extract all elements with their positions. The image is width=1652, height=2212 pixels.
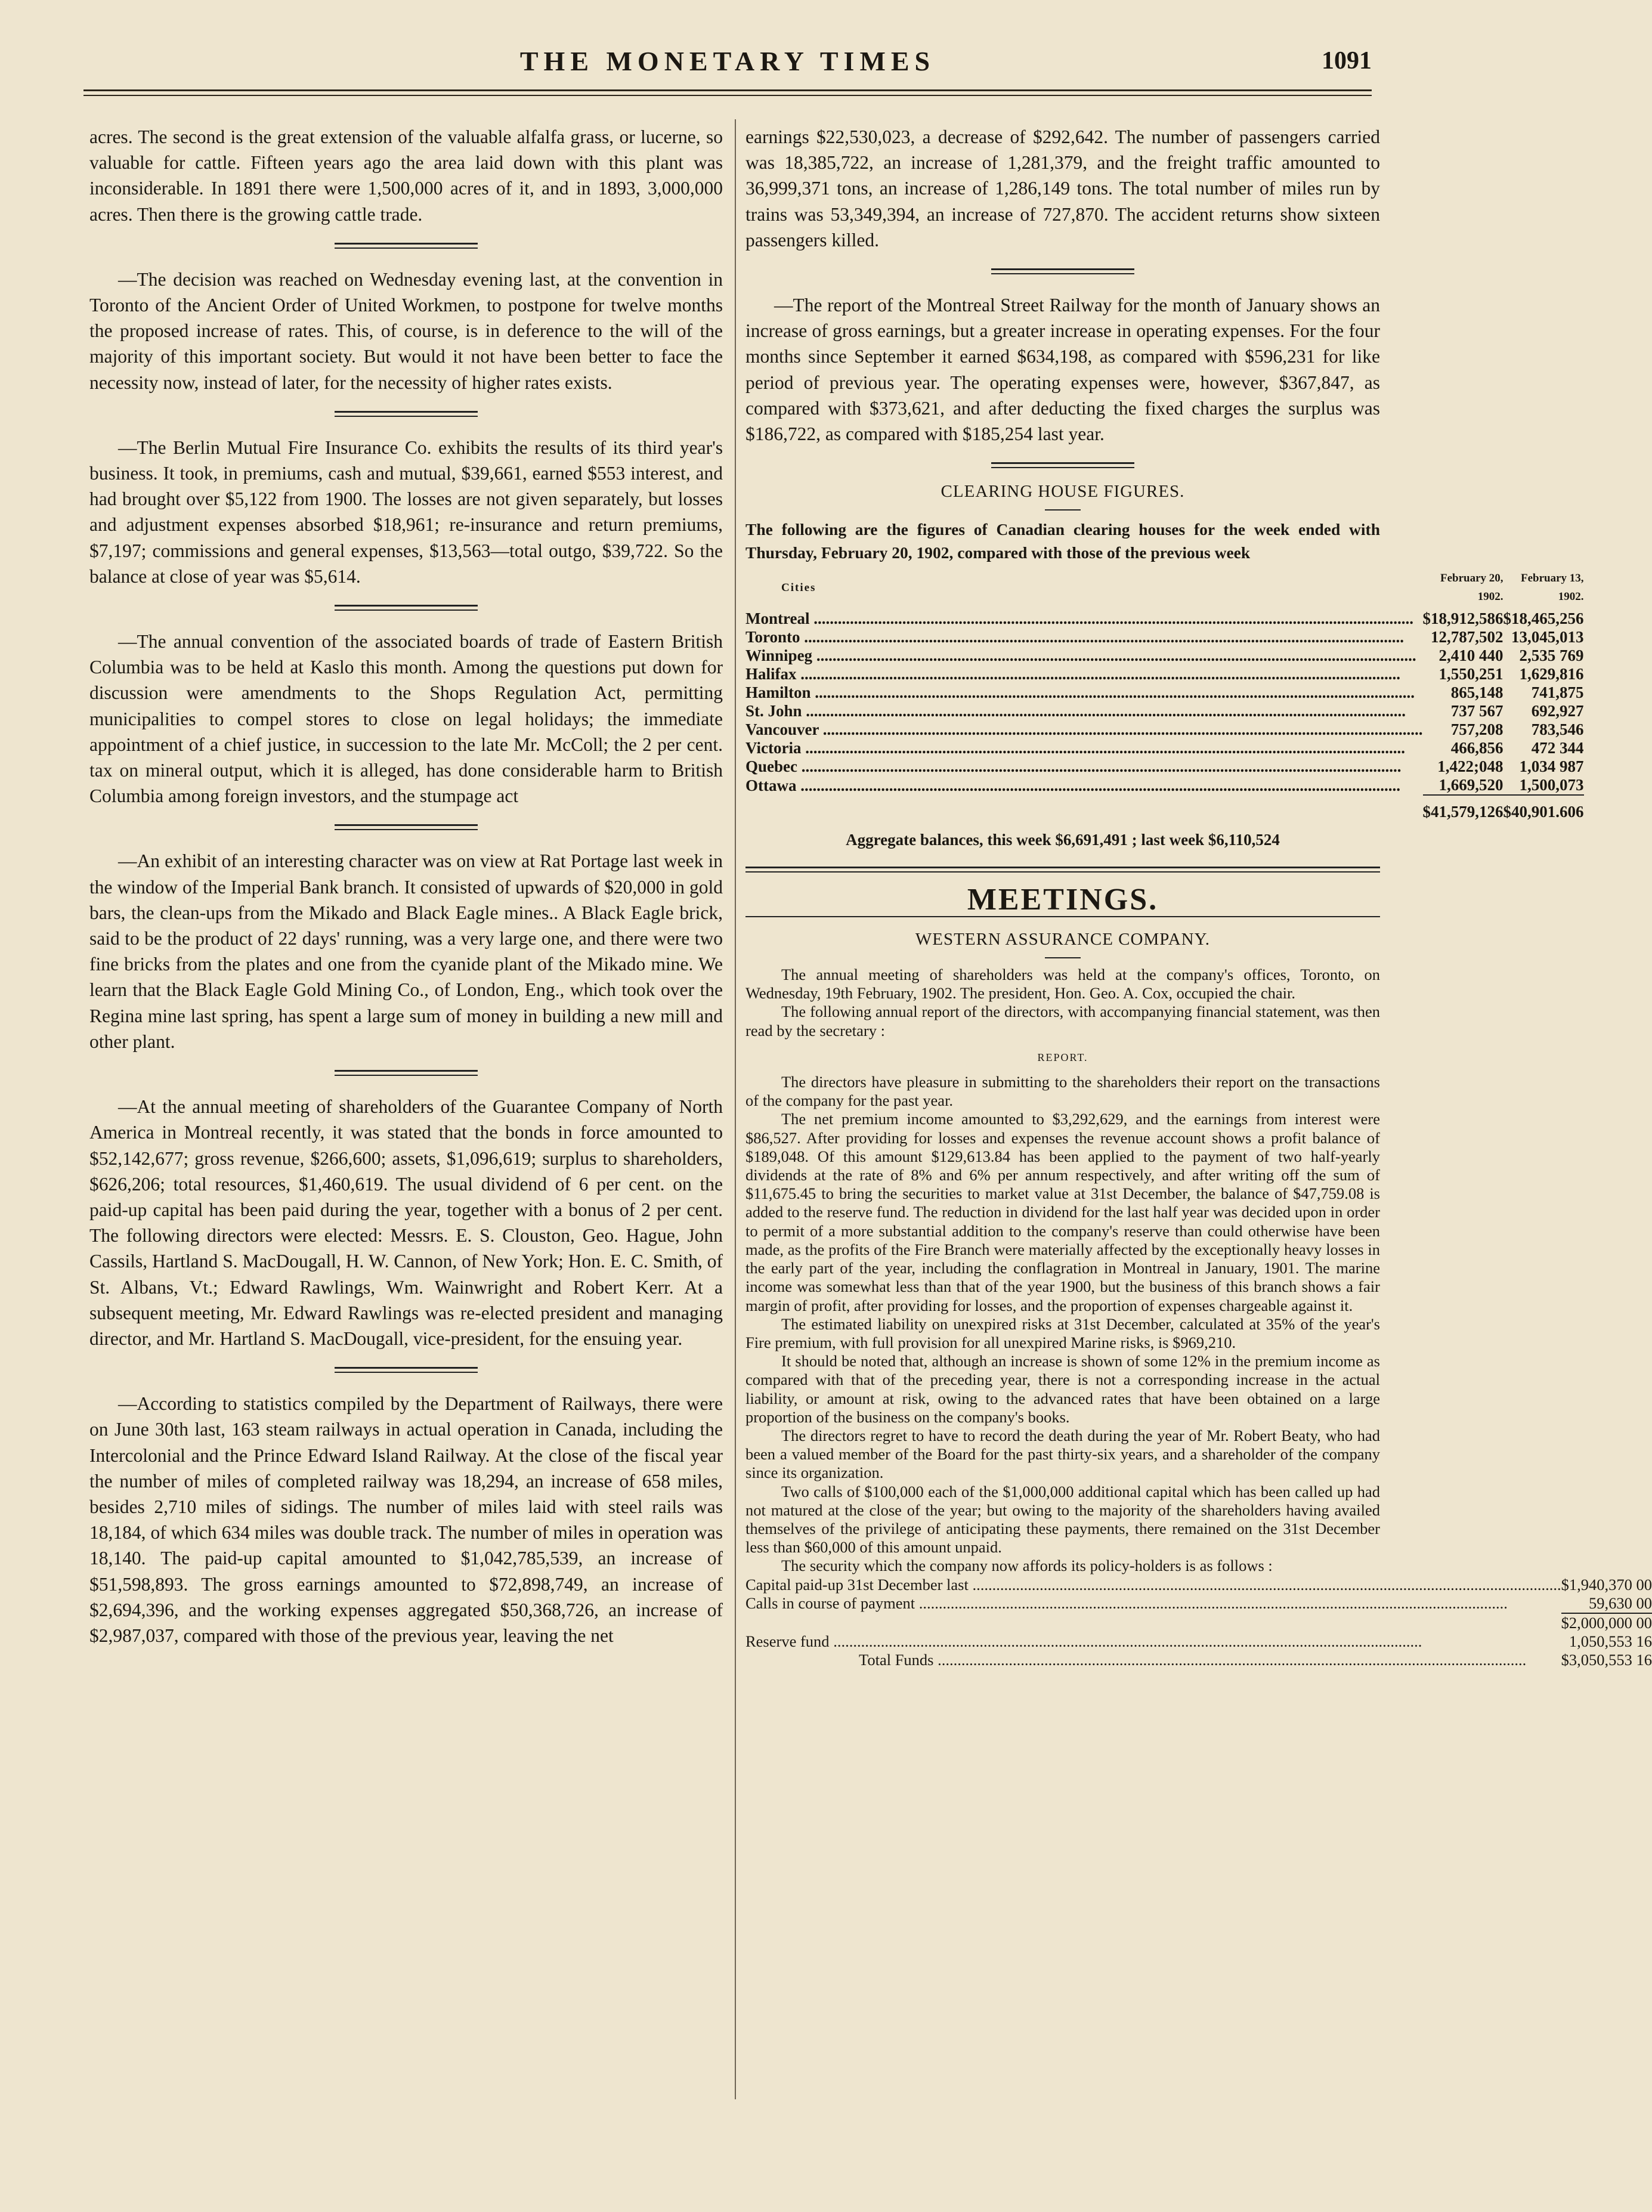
article-montreal-street-railway: —The report of the Montreal Street Railway for the month of January shows an increase of gross earnings, but a greater increase in operating expenses. For the four months since September it earned $634,198, as compared with $596,231 for like period of previous year. The operating expenses were, however, $367,847, as compared with $373,621, and after deducting the fixed charges the surplus was $186,722, as compared with $185,254 last year. xyxy=(745,295,1380,445)
table-row xyxy=(745,702,1584,720)
report-paragraph: The directors regret to have to record the death during the year of Mr. Robert Beaty, who had been a valued member of the Board for the past thirty-six years, and a shareholder of the company since its organization. xyxy=(745,1426,1380,1482)
report-paragraph: The directors have pleasure in submitting to the shareholders their report on the transactions of the company for the past year. xyxy=(745,1073,1380,1110)
meeting-reading: The following annual report of the directors, with accompanying financial statement, was then read by the secretary : xyxy=(745,1003,1380,1040)
report-paragraph: Two calls of $100,000 each of the $1,000,000 additional capital which has been called up had not matured at the close of the year; but owing to the majority of the shareholders having availed themselves of the privilege of anticipating these payments, there remained on the 31st December less than $60,000 of this amount unpaid. xyxy=(745,1482,1380,1557)
table-row xyxy=(745,776,1584,795)
article-railway-statistics: —According to statistics compiled by the Department of Railways, there were on June 30th last, 163 steam railways in actual operation in Canada, including the Intercolonial and the Prince Edward Island Railway. At the close of the fiscal year the number of miles of completed railway was 18,294, an increase of 658 miles, besides 2,710 miles of sidings. The number of miles laid with steel rails was 18,184, of which 634 miles was double track. The number of miles in operation was 18,140. The paid-up capital amounted to $1,042,785,539, an increase of $51,598,893. The gross earnings amounted to $72,898,749, an increase of $2,694,396, and the working expenses aggregated $50,368,726, an increase of $2,987,037, compared with those of the previous year, leaving the net xyxy=(89,1393,723,1646)
article-separator xyxy=(991,268,1134,274)
page-number: 1091 xyxy=(1322,47,1372,75)
article-boards-of-trade: —The annual convention of the associated boards of trade of Eastern British Columbia was to be held at Kaslo this month. Among the questions put down for discussion were amendments to the Shops Regulation Act, permitting municipalities to compel stores to close on legal holidays; the immediate appointment of a chief justice, in succession to the late Mr. McColl; the 2 per cent. tax on mineral output, which it is alleged, has done considerable harm to British Columbia among foreign investors, and the stumpage act xyxy=(89,631,723,807)
previous-week-value: 1,034 987 xyxy=(1519,757,1584,776)
funds-label: Calls in course of payment ..... xyxy=(745,1594,1561,1613)
funds-row xyxy=(745,1632,1652,1651)
column-header-current: February 20, 1902. xyxy=(1440,572,1503,604)
current-week-value: 1,422;048 xyxy=(1437,757,1503,776)
column-header-cities: Cities xyxy=(781,581,816,594)
publication-title: THE MONETARY TIMES xyxy=(519,46,936,76)
city-name: Victoria ..... xyxy=(745,739,1423,757)
section-rule xyxy=(745,867,1380,873)
funds-total-value: $3,050,553 16 xyxy=(1561,1650,1652,1669)
clearing-house-intro: The following are the figures of Canadian clearing houses for the week ended with Thursday, February 20, 1902, compared with those of the previous week xyxy=(745,520,1380,562)
clearing-house-heading: CLEARING HOUSE FIGURES. xyxy=(941,482,1185,502)
previous-week-value: 2,535 769 xyxy=(1519,646,1584,665)
city-name: St. John ..... xyxy=(745,702,1423,720)
aggregate-balances: Aggregate balances, this week $6,691,491 ; last week $6,110,524 xyxy=(846,831,1280,849)
clearing-house-table xyxy=(745,568,1584,821)
previous-week-value: 741,875 xyxy=(1531,683,1584,702)
funds-subtotal: $2,000,000 00 xyxy=(1561,1613,1652,1632)
header-rule xyxy=(83,89,1372,96)
article-guarantee-company: —At the annual meeting of shareholders of the Guarantee Company of North America in Montreal recently, it was stated that the bonds in force amounted to $52,142,677; gross revenue, $266,600; assets, $1,096,619; surplus to shareholders, $626,206; total resources, $1,460,619. The usual dividend of 6 per cent. on the paid-up capital has been paid during the year, together with a bonus of 2 per cent. The following directors were elected: Messrs. E. S. Clouston, Geo. Hague, John Cassils, Hartland S. MacDougall, H. W. Cannon, of New York; Hon. E. C. Smith, of St. Albans, Vt.; Edward Rawlings, Wm. Wainwright and Robert Kerr. At a subsequent meeting, Mr. Edward Rawlings was re-elected president and managing director, and Mr. Hartland S. MacDougall, vice-president, for the ensuing year. xyxy=(89,1096,723,1349)
city-name: Winnipeg ..... xyxy=(745,646,1423,665)
current-week-value: 466,856 xyxy=(1450,739,1503,757)
previous-week-total: $40,901.606 xyxy=(1503,795,1584,821)
table-row xyxy=(745,757,1584,776)
report-paragraph: The security which the company now affords its policy-holders is as follows : xyxy=(781,1557,1273,1575)
current-week-value: 865,148 xyxy=(1450,683,1503,702)
report-paragraph: The net premium income amounted to $3,292,629, and the earnings from interest were $86,527. After providing for losses and expenses the revenue account shows a profit balance of $189,048. Of this amount $129,613.84 has been applied to the payment of two half-yearly dividends at the rate of 8% and 6% per annum respectively, and after writing off the sum of $11,675.45 to bring the securities to market value at 31st December, the balance of $47,759.08 is added to the reserve fund. The reduction in dividend for the last half year was decided upon in order to permit of a more substantial addition to the company's reserve than could otherwise have been made, as the profits of the Fire Branch were materially affected by the exceptionally heavy losses in the early part of the year, including the conflagration in Montreal in January, 1901. The marine income was somewhat less than that of the year 1900, but the business of this branch shows a fair margin of profit, after providing for losses, and the proportion of expenses chargeable against it. xyxy=(745,1110,1380,1314)
article-separator xyxy=(991,462,1134,468)
city-name: Ottawa ..... xyxy=(745,776,1423,795)
funds-total-row xyxy=(745,1651,1652,1669)
city-name: Vancouver ..... xyxy=(745,720,1423,739)
funds-table xyxy=(745,1576,1652,1669)
left-column xyxy=(89,124,723,1648)
meetings-heading: MEETINGS. xyxy=(967,882,1159,917)
article-separator xyxy=(335,411,478,417)
article-separator xyxy=(335,824,478,830)
column-divider xyxy=(735,119,736,2099)
report-paragraph: The estimated liability on unexpired risks at 31st December, calculated at 35% of the year's Fire premium, with full provision for all unexpired Marine risks, is $969,210. xyxy=(745,1314,1380,1351)
current-week-total: $41,579,126 xyxy=(1423,795,1503,821)
city-name: Quebec ..... xyxy=(745,757,1423,776)
city-name: Toronto ..... xyxy=(745,628,1423,646)
right-column xyxy=(745,124,1652,1669)
table-row xyxy=(745,665,1584,683)
article-alfalfa: acres. The second is the great extension of the valuable alfalfa grass, or lucerne, so valuable for cattle. Fifteen years ago the area laid down with this plant was inconsiderable. In 1891 there were 1,500,000 acres of it, and in 1893, 3,000,000 acres. Then there is the growing cattle trade. xyxy=(89,126,723,225)
article-gold-exhibit: —An exhibit of an interesting character was on view at Rat Portage last week in the window of the Imperial Bank branch. It consisted of upwards of $20,000 in gold bars, the clean-ups from the Mikado and Black Eagle mines.. A Black Eagle brick, said to be the product of 22 days' running, was a very large one, and there were two fine bricks from the plates and one from the cyanide plant of the Mikado mine. We learn that the Black Eagle Gold Mining Co., of London, Eng., which took over the Regina mine last spring, has spent a large sum of money in building a new mill and other plant. xyxy=(89,850,723,1052)
previous-week-value: 692,927 xyxy=(1531,702,1584,720)
previous-week-value: $18,465,256 xyxy=(1503,610,1584,628)
heading-rule xyxy=(1045,509,1081,511)
table-row xyxy=(745,646,1584,665)
meeting-report xyxy=(745,966,1652,1669)
masthead xyxy=(83,42,1372,83)
table-row xyxy=(745,683,1584,702)
current-week-value: 737 567 xyxy=(1450,702,1503,720)
current-week-value: 1,550,251 xyxy=(1438,665,1503,683)
city-name: Hamilton ..... xyxy=(745,683,1423,702)
company-subheading: WESTERN ASSURANCE COMPANY. xyxy=(915,929,1211,949)
funds-label: Capital paid-up 31st December last ..... xyxy=(745,1576,1561,1594)
article-separator xyxy=(335,243,478,249)
previous-week-value: 13,045,013 xyxy=(1511,628,1584,646)
current-week-value: 2,410 440 xyxy=(1438,646,1503,665)
funds-value: 59,630 00 xyxy=(1588,1594,1652,1612)
article-separator xyxy=(335,605,478,611)
city-name: Montreal ..... xyxy=(745,610,1423,628)
report-label: REPORT. xyxy=(1037,1051,1088,1063)
article-separator xyxy=(335,1070,478,1076)
previous-week-value: 1,629,816 xyxy=(1519,665,1584,683)
funds-label: Reserve fund ..... xyxy=(745,1632,1561,1651)
table-row xyxy=(745,610,1584,628)
table-row xyxy=(745,720,1584,739)
funds-value: 1,050,553 16 xyxy=(1569,1632,1652,1650)
funds-row xyxy=(745,1576,1652,1594)
column-header-previous: February 13, 1902. xyxy=(1520,572,1584,604)
current-week-value: 12,787,502 xyxy=(1431,628,1503,646)
heading-rule xyxy=(1045,957,1081,958)
current-week-value: 1,669,520 xyxy=(1438,776,1503,794)
previous-week-value: 472 344 xyxy=(1531,739,1584,757)
meeting-intro: The annual meeting of shareholders was held at the company's offices, Toronto, on Wednesday, 19th February, 1902. The president, Hon. Geo. A. Cox, occupied the chair. xyxy=(745,966,1380,1003)
city-name: Halifax ..... xyxy=(745,665,1423,683)
current-week-value: $18,912,586 xyxy=(1422,610,1503,628)
funds-value: $1,940,370 00 xyxy=(1561,1575,1652,1594)
article-railway-earnings: earnings $22,530,023, a decrease of $292,642. The number of passengers carried was 18,385,722, an increase of 1,281,379, and the freight traffic amounted to 36,999,371 tons, an increase of 1,286,149 tons. The total number of miles run by trains was 53,349,394, an increase of 727,870. The accident returns show sixteen passengers killed. xyxy=(745,126,1380,250)
table-header-row xyxy=(745,568,1584,610)
table-row xyxy=(745,628,1584,646)
current-week-value: 757,208 xyxy=(1450,720,1503,739)
previous-week-value: 783,546 xyxy=(1531,720,1584,739)
report-paragraph: It should be noted that, although an increase is shown of some 12% in the premium income as compared with that of the preceding year, there is not a corresponding increase in the actual liability, or amount at risk, owing to the advanced rates that have been obtained on a large proportion of the business on the company's books. xyxy=(745,1352,1380,1426)
article-separator xyxy=(335,1367,478,1373)
previous-week-value: 1,500,073 xyxy=(1519,776,1584,794)
article-workmen-convention: —The decision was reached on Wednesday evening last, at the convention in Toronto of the Ancient Order of United Workmen, to postpone for twelve months the proposed increase of rates. This, of course, is in deference to the will of the majority of this important society. But would it not have been better to face the necessity now, instead of later, for the necessity of higher rates exists. xyxy=(89,268,723,393)
funds-row xyxy=(745,1594,1652,1613)
funds-subtotal-row xyxy=(745,1613,1652,1632)
table-total-row xyxy=(745,795,1584,821)
article-berlin-mutual: —The Berlin Mutual Fire Insurance Co. exhibits the results of its third year's business. It took, in premiums, cash and mutual, $39,661, earned $553 interest, and had brought over $5,122 from 1900. The losses are not given separately, but losses and adjustment expenses absorbed $18,961; re-insurance and return premiums, $7,197; commissions and general expenses, $13,563—total outgo, $39,722. So the balance at close of year was $5,614. xyxy=(89,437,723,587)
funds-total-label: Total Funds ..... xyxy=(745,1651,1561,1669)
table-row xyxy=(745,739,1584,757)
